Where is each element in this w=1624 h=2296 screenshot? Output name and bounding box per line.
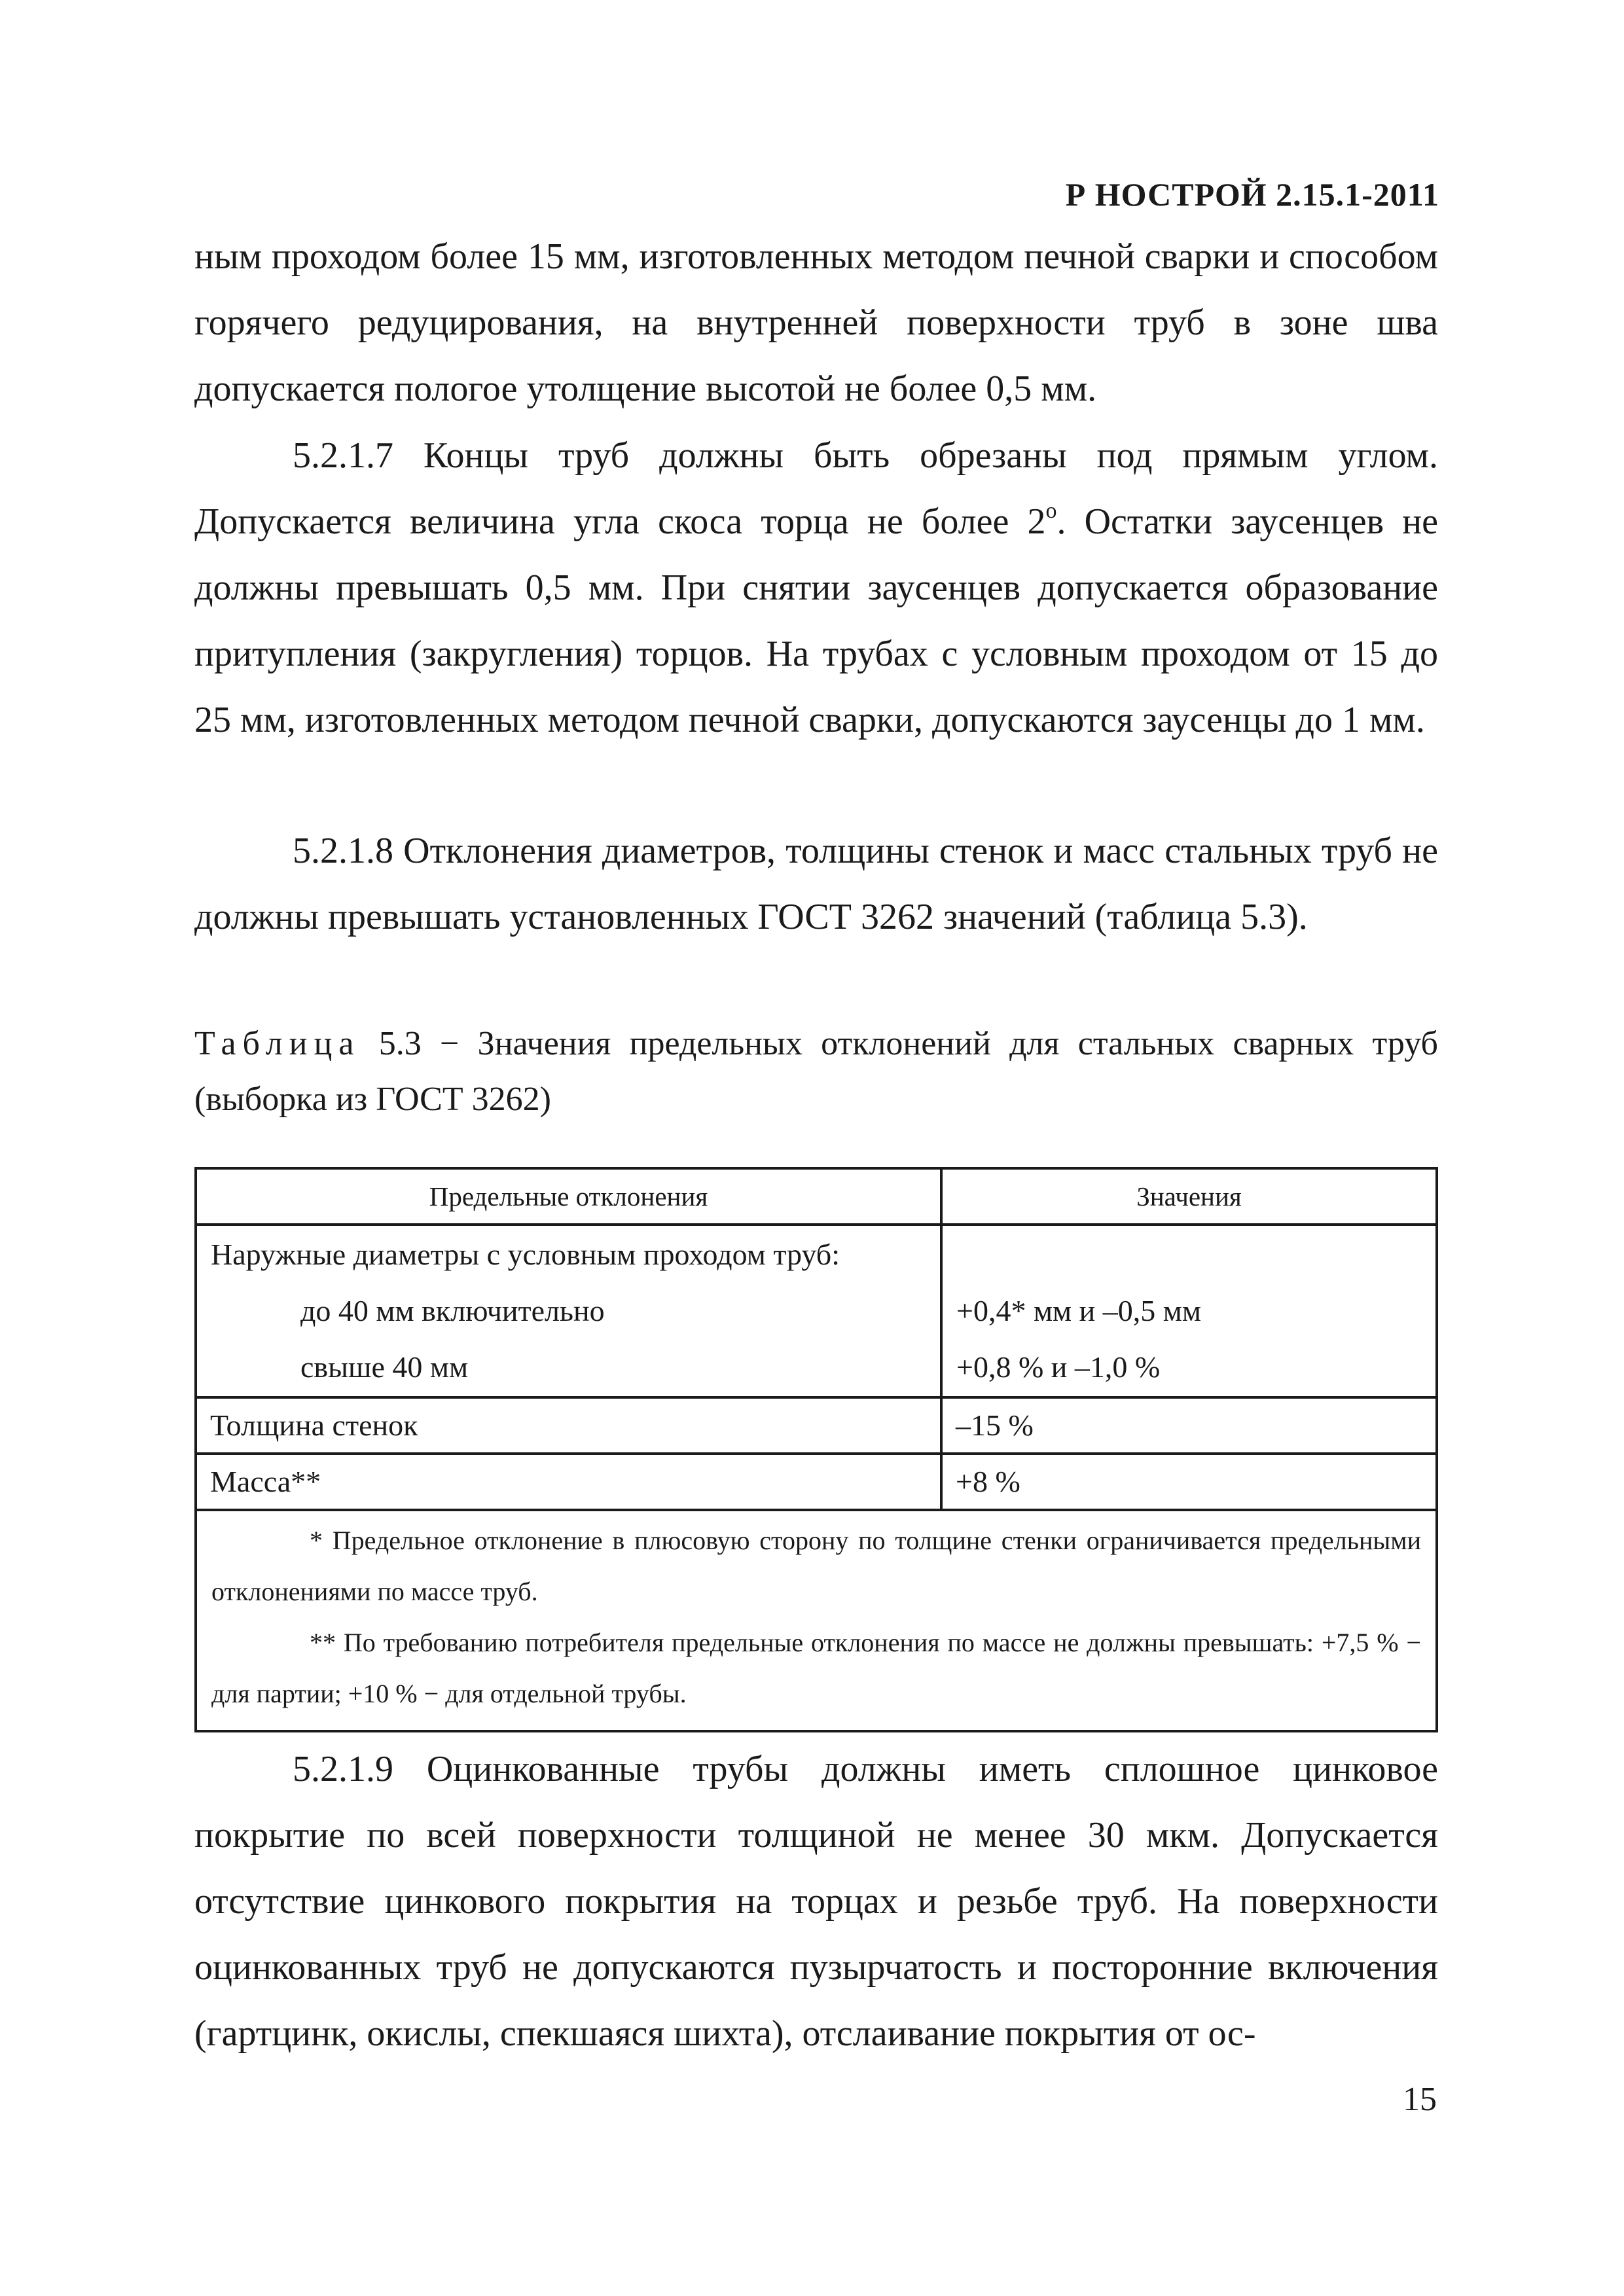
table-caption-text: 5.3 − Значения предельных отклонений для стальных сварных труб (выборка из ГОСТ 3262) — [194, 1025, 1438, 1118]
deviations-table — [194, 1167, 1438, 1732]
table-note: ** По требованию потребителя предельные отклонения по массе не должны превышать: +7,5 % − для партии; +10 % − для отдельной трубы. — [211, 1628, 1421, 1708]
paragraph-text: 5.2.1.9 Оцинкованные трубы должны иметь сплошное цинковое покрытие по всей поверхности толщиной не менее 30 мкм. Допускается отсутствие цинкового покрытия на торцах и резьбе труб. На поверхности оцинкованных труб не допускаются пузырчатость и посторонние включения (гартцинк, окислы, спекшаяся шихта), отслаивание покрытия от ос- — [194, 1749, 1438, 2054]
paragraph-5-2-1-9 — [194, 1736, 1438, 2067]
table-caption-label: Таблица — [194, 1025, 361, 1062]
table-row — [196, 1225, 1437, 1397]
diameters-label: Наружные диаметры с условным проходом труб: — [211, 1238, 840, 1271]
paragraph-5-2-1-7 — [194, 423, 1438, 753]
table-header-row — [196, 1168, 1437, 1225]
page-number: 15 — [1403, 2081, 1437, 2118]
paragraph-text: 5.2.1.7 Концы труб должны быть обрезаны под прямым углом. Допускается величина угла скоса торца не более 2 — [194, 435, 1438, 542]
table-note: * Предельное отклонение в плюсовую сторону по толщине стенки ограничивается предельными отклонениями по массе труб. — [211, 1526, 1421, 1606]
row-name: до 40 мм включительно — [300, 1294, 605, 1327]
table-cell-values — [941, 1225, 1437, 1397]
paragraph-continuation — [194, 224, 1438, 422]
row-value: +0,8 % и –1,0 % — [956, 1350, 1161, 1384]
paragraph-text: . Остатки заусенцев не должны превышать 0,5 мм. При снятии заусенцев допускается образование притупления (закругления) торцов. На трубах с условным проходом от 15 до 25 мм, изготовленных методом печной сварки, допускаются заусенцы до 1 мм. — [194, 501, 1439, 740]
row-value: +0,4* мм и –0,5 мм — [956, 1294, 1201, 1327]
row-name: Масса** — [196, 1454, 941, 1510]
table-cell-names — [196, 1225, 941, 1397]
table-row — [196, 1397, 1437, 1454]
table-row — [196, 1454, 1437, 1510]
row-value: –15 % — [941, 1397, 1437, 1454]
paragraph-text: ным проходом более 15 мм, изготовленных методом печной сварки и способом горячего редуцирования, на внутренней поверхности труб в зоне шва допускается пологое утолщение высотой не более 0,5 мм. — [194, 236, 1438, 409]
paragraph-5-2-1-8 — [194, 818, 1438, 950]
table-caption — [194, 1016, 1438, 1127]
paragraph-text: 5.2.1.8 Отклонения диаметров, толщины стенок и масс стальных труб не должны превышать установленных ГОСТ 3262 значений (таблица 5.3). — [194, 831, 1438, 937]
degree-sign: о — [1045, 499, 1057, 524]
row-value: +8 % — [941, 1454, 1437, 1510]
table-notes — [196, 1510, 1437, 1731]
document-code: Р НОСТРОЙ 2.15.1-2011 — [1065, 176, 1439, 213]
column-header: Значения — [941, 1168, 1437, 1225]
row-name: Толщина стенок — [196, 1397, 941, 1454]
column-header: Предельные отклонения — [196, 1168, 941, 1225]
row-name: свыше 40 мм — [300, 1350, 469, 1384]
table-notes-row — [196, 1510, 1437, 1731]
